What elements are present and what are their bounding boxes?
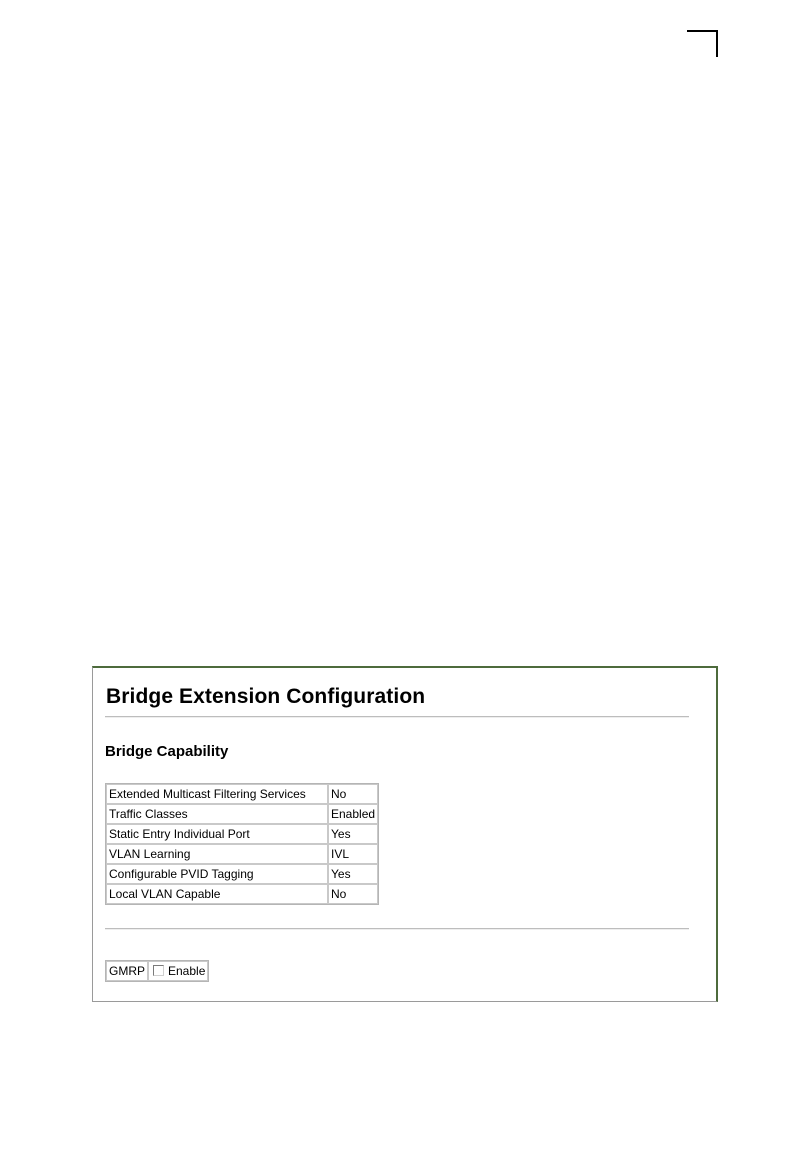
capability-label: Local VLAN Capable	[106, 884, 328, 904]
capability-value: IVL	[328, 844, 378, 864]
table-row	[106, 824, 378, 844]
bridge-extension-panel	[92, 666, 718, 1002]
gmrp-enable-checkbox[interactable]	[153, 965, 164, 976]
capability-label: Static Entry Individual Port	[106, 824, 328, 844]
capability-value: Enabled	[328, 804, 378, 824]
gmrp-table	[105, 960, 209, 982]
capability-value: No	[328, 884, 378, 904]
page-crop-mark	[687, 30, 718, 57]
section-title-bridge-capability: Bridge Capability	[105, 743, 229, 760]
capability-value: Yes	[328, 824, 378, 844]
table-row	[106, 844, 378, 864]
capability-label: Extended Multicast Filtering Services	[106, 784, 328, 804]
capability-label: VLAN Learning	[106, 844, 328, 864]
capability-value: No	[328, 784, 378, 804]
bridge-capability-table	[105, 783, 379, 905]
capability-value: Yes	[328, 864, 378, 884]
gmrp-enable-cell	[148, 961, 208, 981]
page-title: Bridge Extension Configuration	[106, 685, 426, 708]
title-divider	[105, 716, 689, 718]
table-row	[106, 804, 378, 824]
gmrp-enable-label[interactable]: Enable	[168, 964, 206, 978]
section-divider	[105, 928, 689, 930]
table-row	[106, 784, 378, 804]
table-row	[106, 884, 378, 904]
gmrp-label: GMRP	[106, 961, 148, 981]
table-row	[106, 864, 378, 884]
capability-label: Traffic Classes	[106, 804, 328, 824]
table-row	[106, 961, 208, 981]
capability-label: Configurable PVID Tagging	[106, 864, 328, 884]
